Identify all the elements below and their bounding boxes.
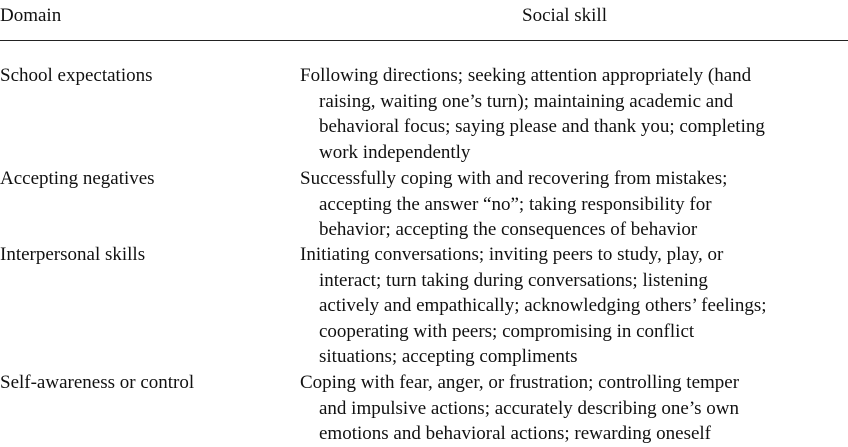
skill-line: actively and empathically; acknowledging others’ feelings;	[319, 295, 767, 316]
skill-line: Initiating conversations; inviting peers to study, play, or	[300, 244, 724, 265]
skill-line: and impulsive actions; accurately describing one’s own	[319, 397, 739, 419]
domain-cell: Interpersonal skills	[0, 244, 146, 265]
skill-line: behavior; accepting the consequences of behavior	[319, 219, 698, 240]
skill-line: work independently	[319, 141, 471, 163]
column-header-domain: Domain	[0, 5, 62, 26]
table-header	[0, 0, 848, 41]
domain-cell: School expectations	[0, 65, 153, 86]
skill-line: behavioral focus; saying please and thank you; completing	[319, 116, 765, 137]
skill-line: interact; turn taking during conversations; listening	[319, 269, 708, 291]
skill-line: emotions and behavioral actions; rewarding oneself	[319, 423, 712, 444]
skill-line: accepting the answer “no”; taking responsibility for	[319, 193, 712, 215]
domain-cell: Self-awareness or control	[0, 372, 195, 393]
column-header-social-skill: Social skill	[522, 5, 607, 26]
skill-line: situations; accepting compliments	[319, 346, 578, 367]
social-skill-cell	[300, 63, 848, 165]
skill-line: Coping with fear, anger, or frustration; controlling temper	[300, 372, 740, 393]
skill-line: Following directions; seeking attention appropriately (hand	[300, 65, 752, 86]
skill-line: raising, waiting one’s turn); maintaining academic and	[319, 90, 734, 112]
skill-line: cooperating with peers; compromising in conflict	[319, 320, 695, 342]
social-skill-cell	[300, 370, 848, 447]
social-skill-cell	[300, 242, 848, 370]
social-skill-cell	[300, 166, 848, 243]
domain-cell: Accepting negatives	[0, 168, 155, 189]
skill-line: Successfully coping with and recovering from mistakes;	[300, 168, 728, 189]
